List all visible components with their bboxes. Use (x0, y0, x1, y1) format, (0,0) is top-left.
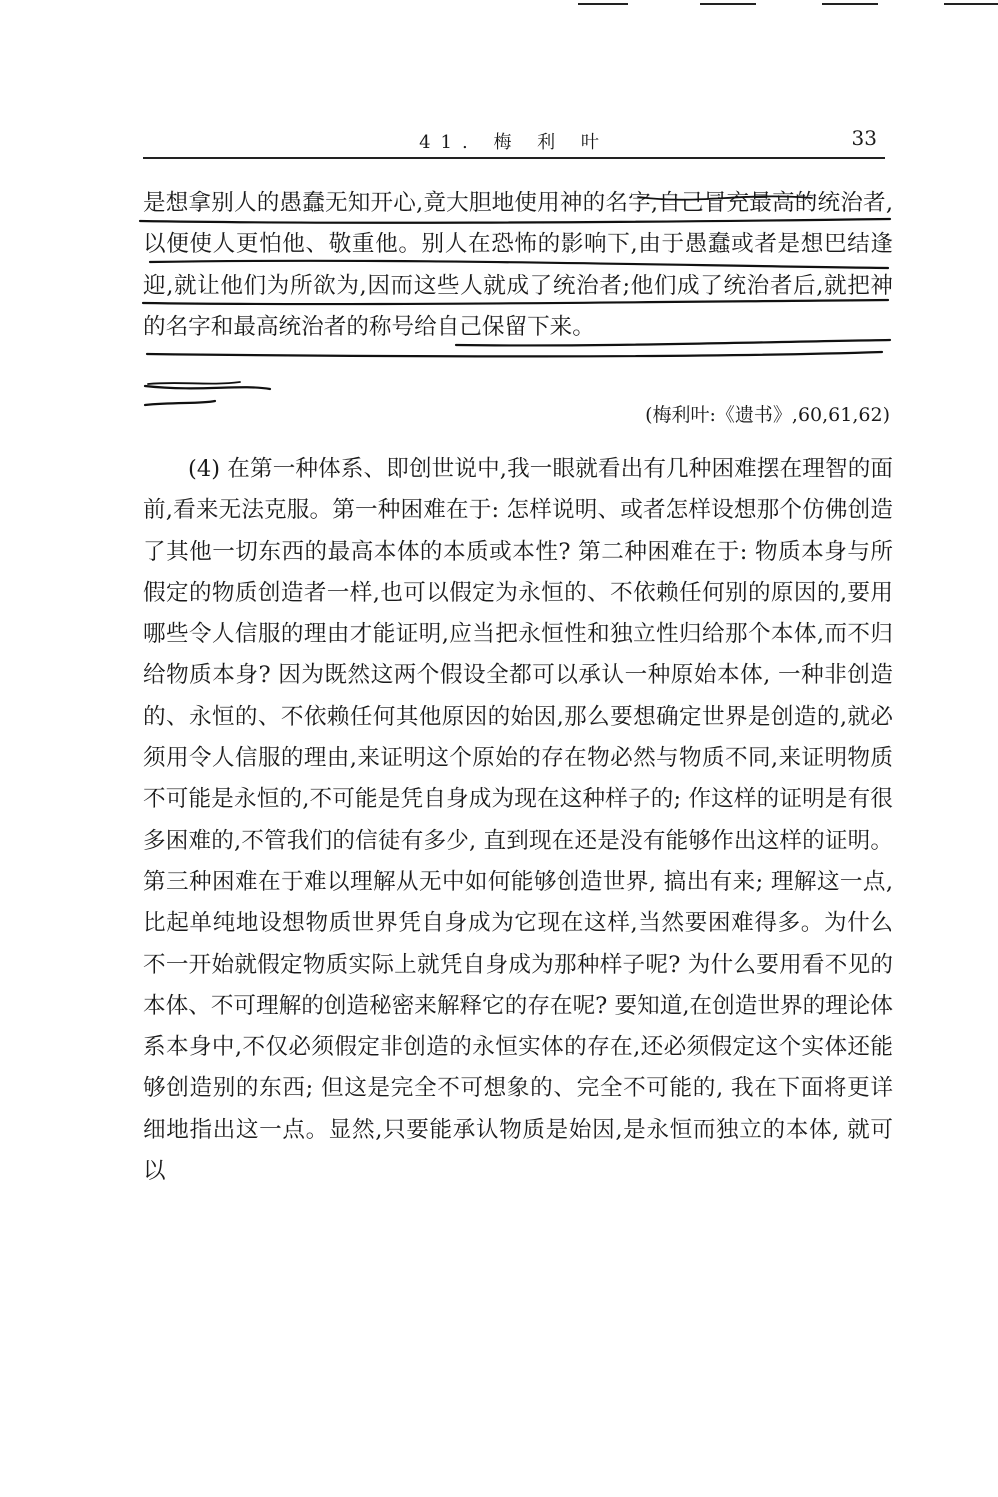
body-paragraph: (4) 在第一种体系、即创世说中,我一眼就看出有几种困难摆在理智的面前,看来无法克服。第一种困难在于: 怎样说明、或者怎样设想那个仿佛创造了其他一切东西的最高本体的本质或本性? 第二种困难在于: 物质本身与所假定的物质创造者一样,也可以假定为永恒的、不依赖任何别的原因的,要用哪些令人信服的理由才能证明,应当把永恒性和独立性归给那个本体,而不归给物质本身? 因为既然这两个假设全都可以承认一种原始本体, 一种非创造的、永恒的、不依赖任何其他原因的始因,那么要想确定世界是创造的,就必须用令人信服的理由,来证明这个原始的存在物必然与物质不同,来证明物质不可能是永恒的,不可能是凭自身成为现在这种样子的; 作这样的证明是有很多困难的,不管我们的信徒有多少, 直到现在还是没有能够作出这样的证明。第三种困难在于难以理解从无中如何能够创造世界, 搞出有来; 理解这一点,比起单纯地设想物质世界凭自身成为它现在这样,当然要困难得多。为什么不一开始就假定物质实际上就凭自身成为那种样子呢? 为什么要用看不见的本体、不可理解的创造秘密来解释它的存在呢? 要知道,在创造世界的理论体系本身中,不仅必须假定非创造的永恒实体的存在,还必须假定这个实体还能够创造别的东西; 但这是完全不可想象的、完全不可能的, 我在下面将更详细地指出这一点。显然,只要能承认物质是始因,是永恒而独立的本体, 就可以 (143, 456, 893, 1185)
page-number: 33 (851, 126, 877, 150)
running-header (143, 126, 885, 156)
header-title: 41. 梅 利 叶 (419, 132, 609, 153)
top-edge-marks (0, 0, 998, 12)
header-rule (143, 157, 885, 159)
quote-paragraph: 是想拿别人的愚蠢无知开心,竟大胆地使用神的名字,自己冒充最高的统治者,以便使人更怕他、敬重他。别人在恐怖的影响下,由于愚蠢或者是想巴结逢迎,就让他们为所欲为,因而这些人就成了统治者;他们成了统治者后,就把神的名字和最高统治者的称号给自己保留下来。 (143, 190, 893, 340)
citation: (梅利叶:《遗书》,60,61,62) (645, 404, 890, 426)
